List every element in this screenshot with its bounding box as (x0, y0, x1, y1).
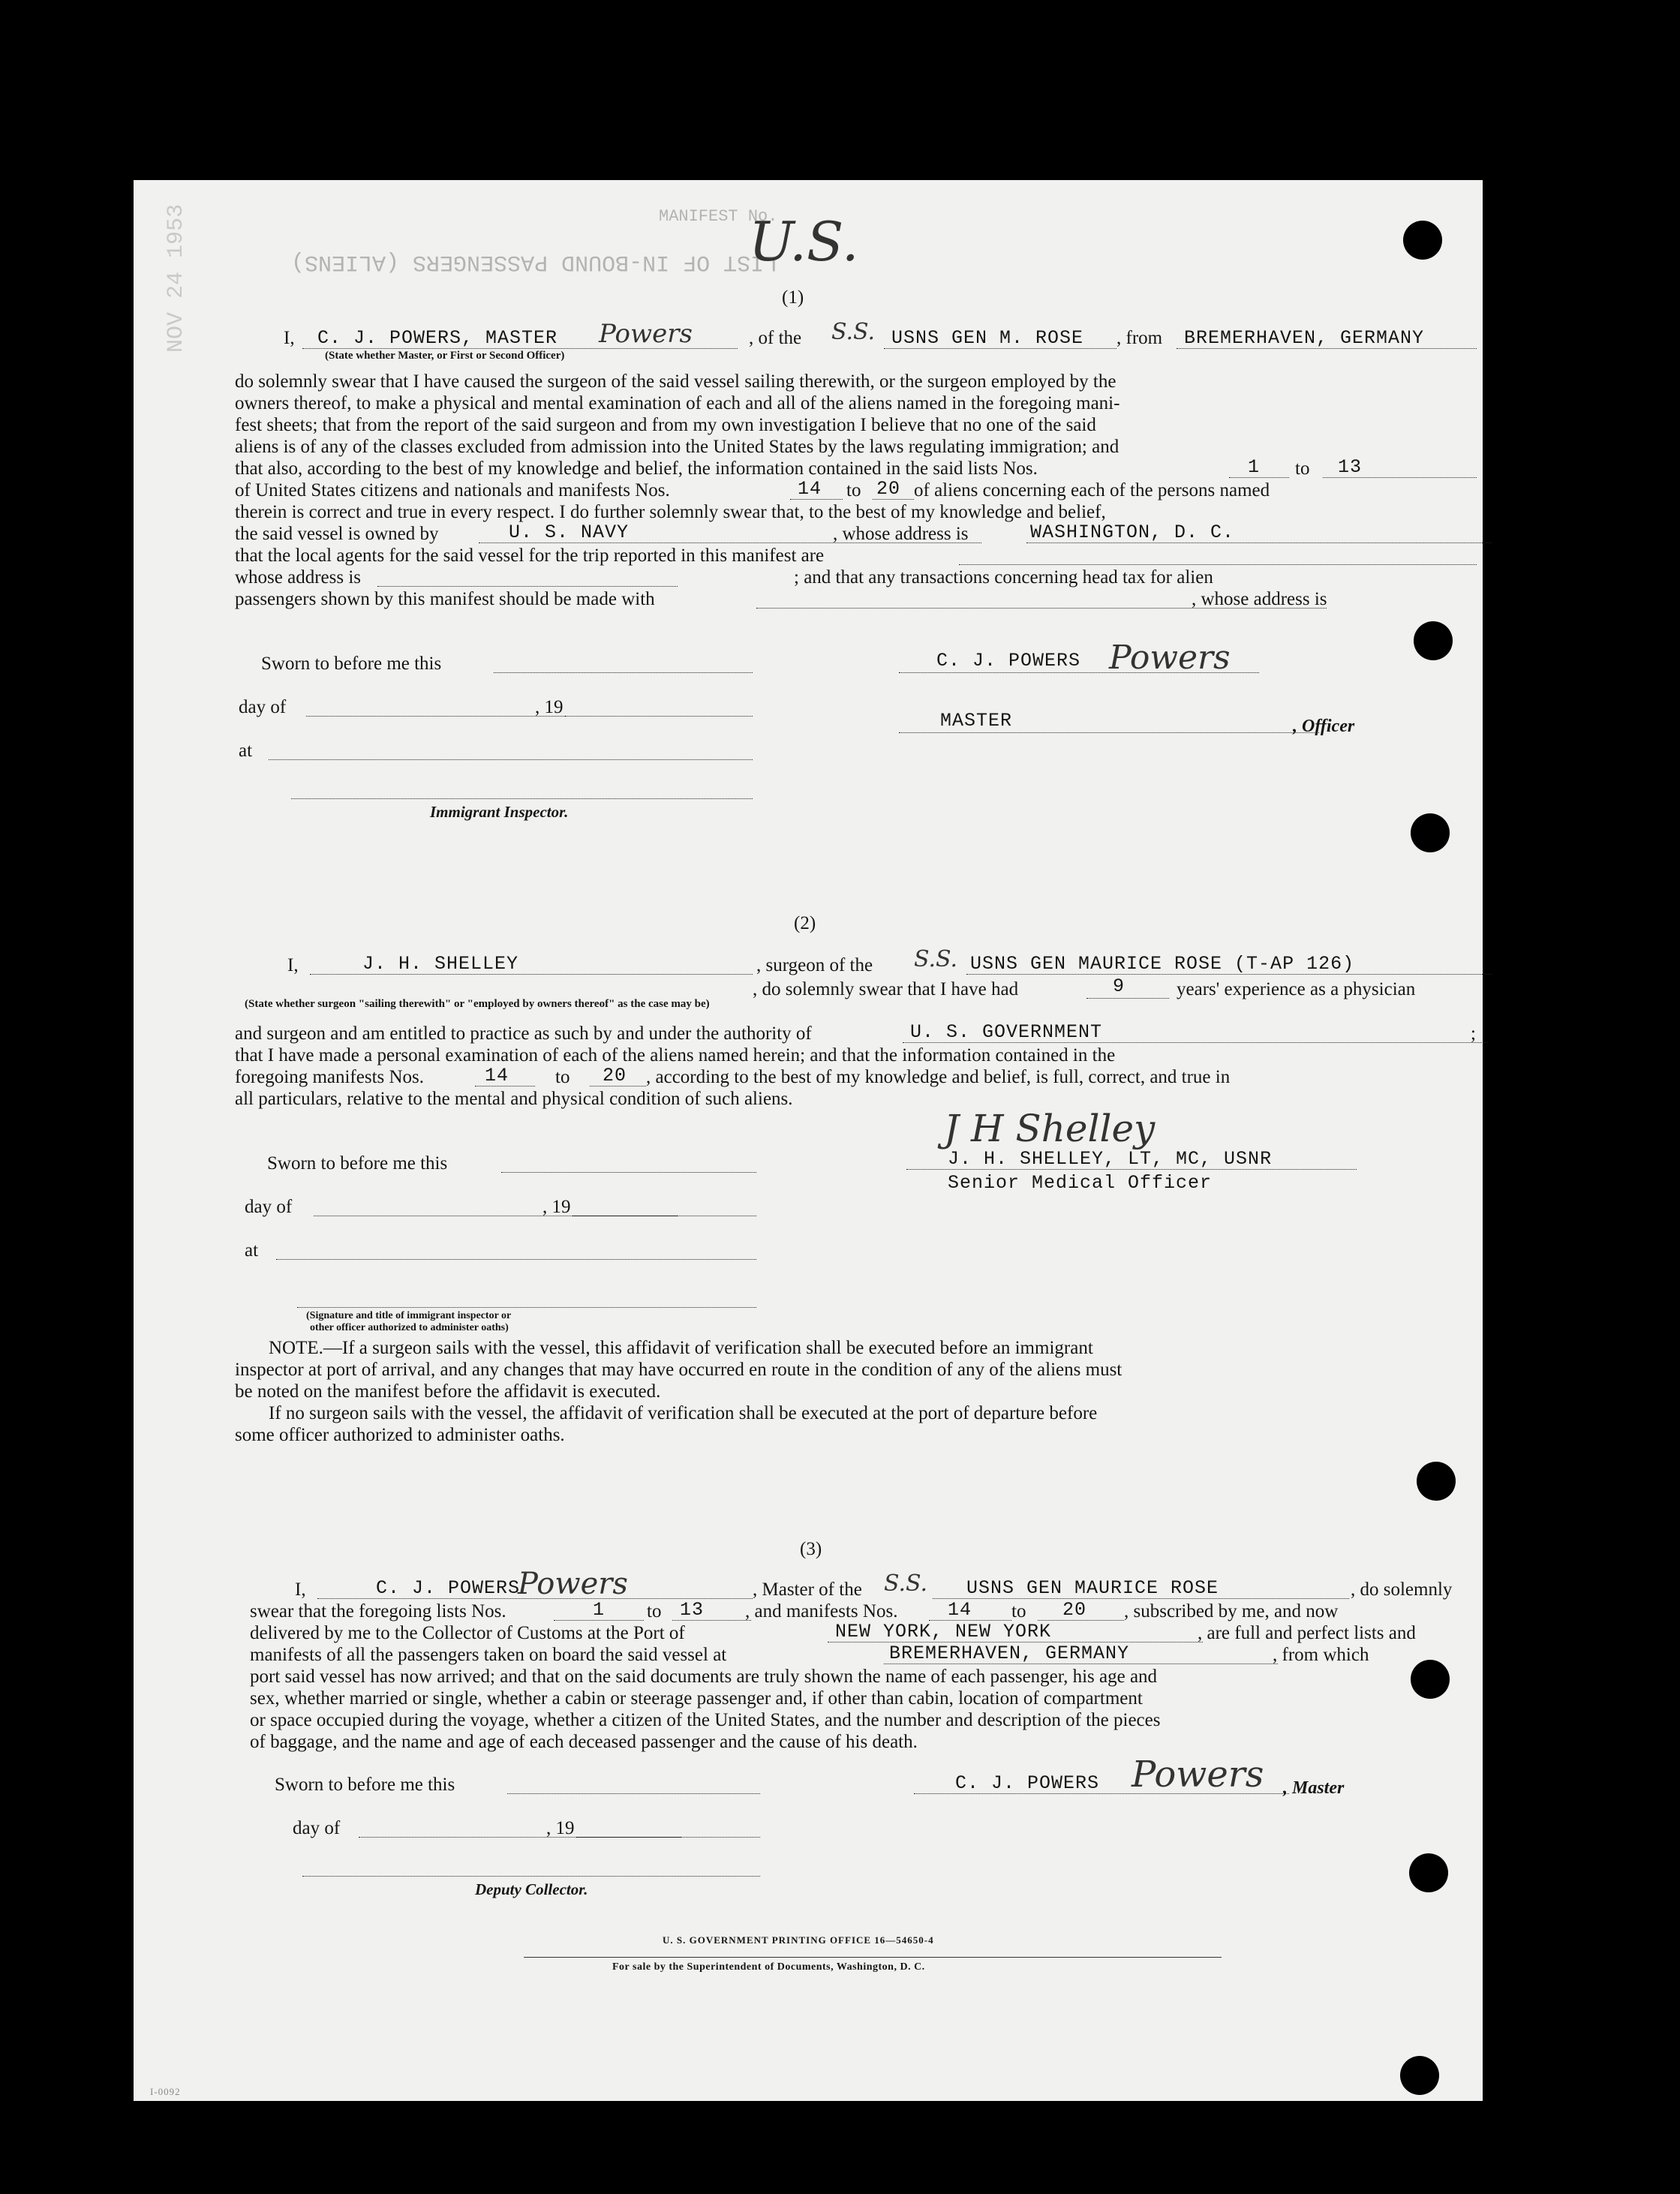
s3-para-line4: port said vessel has now arrived; and that on the said documents are truly shown the name of each passenger, his age and (250, 1667, 1158, 1687)
s3-deputy-line (302, 1876, 760, 1877)
s3-para-line6: or space occupied during the voyage, whether a citizen of the United States, and the number and description of the pieces (250, 1710, 1161, 1730)
s2-sig-note2: other officer authorized to administer oaths) (310, 1322, 509, 1333)
section3-number: (3) (800, 1539, 822, 1559)
s1-para-line8a: the said vessel is owned by (235, 524, 439, 544)
s3-para-line7: of baggage, and the name and age of each deceased passenger and the cause of his death. (250, 1732, 918, 1752)
s2-surgeon-name: J. H. SHELLEY (362, 953, 519, 975)
s3-master-name: C. J. POWERS (376, 1577, 521, 1599)
binder-hole-6 (1409, 1853, 1448, 1892)
binder-hole-1 (1403, 221, 1442, 260)
s1-at-line (269, 759, 753, 760)
s3-solemnly: , do solemnly (1351, 1579, 1453, 1600)
s1-vessel: USNS GEN M. ROSE (891, 327, 1084, 349)
s1-manifests-to: 20 (876, 478, 901, 500)
s2-years: 9 (1113, 975, 1126, 997)
s3-port-from: BREMERHAVEN, GERMANY (889, 1642, 1130, 1664)
faint-stamp-list: LIST OF IN-BOUND PASSENGERS (ALIENS) (291, 249, 778, 275)
s1-master-name: C. J. POWERS, MASTER (317, 327, 558, 349)
s2-authority: U. S. GOVERNMENT (910, 1021, 1103, 1043)
s1-para-line3: fest sheets; that from the report of the said surgeon and from my own investigation I believe that no one of the said (235, 415, 1096, 435)
s1-agents-line (959, 564, 1477, 565)
s1-para-line9: that the local agents for the said vessel for the trip reported in this manifest are (235, 545, 825, 566)
s2-manifests-from: 14 (485, 1065, 509, 1086)
s2-note-text1: —If a surgeon sails with the vessel, this affidavit of verification shall be executed before an immigrant (323, 1338, 1093, 1358)
s3-sworn-label: Sworn to before me this (275, 1775, 455, 1795)
s1-signer: C. J. POWERS (936, 650, 1081, 672)
s3-para-line1b: , and manifests Nos. (745, 1601, 898, 1621)
s2-surgeon-of-label: , surgeon of the (756, 955, 873, 975)
s2-day-of-label: day of (245, 1197, 293, 1217)
s2-semicolon: ; (1471, 1023, 1476, 1044)
s3-para-line2a: delivered by me to the Collector of Customs at the Port of (250, 1623, 685, 1643)
s1-to-label-2: to (846, 480, 861, 500)
s3-para-line3a: manifests of all the passengers taken on board the said vessel at (250, 1645, 727, 1665)
s1-at-label: at (239, 741, 253, 761)
s2-at-line (276, 1259, 756, 1260)
s3-i-label: I, (295, 1579, 306, 1600)
s1-of-the-label: , of the (749, 328, 802, 348)
s1-para-line11b: , whose address is (1192, 589, 1327, 609)
s1-para-line1: do solemnly swear that I have caused the surgeon of the said vessel sailing therewith, or the surgeon employed by the (235, 371, 1116, 392)
s3-day-of-label: day of (293, 1818, 341, 1838)
s3-vessel: USNS GEN MAURICE ROSE (966, 1577, 1219, 1599)
s1-title: MASTER (940, 710, 1013, 732)
binder-hole-2 (1414, 621, 1453, 660)
form-number: I-0092 (150, 2086, 181, 2097)
s1-manifests-from: 14 (798, 478, 822, 500)
s3-signer: C. J. POWERS (955, 1772, 1100, 1794)
s2-note-line1 (269, 1337, 1093, 1360)
s3-to-label-2: to (1011, 1601, 1026, 1621)
s2-para-line2: that I have made a personal examination of each of the aliens named herein; and that the information contained in the (235, 1045, 1116, 1065)
s3-master-label: , Master (1283, 1778, 1345, 1798)
for-sale-notice: For sale by the Superintendent of Documents, Washington, D. C. (612, 1961, 925, 1973)
s2-note-line2: inspector at port of arrival, and any changes that may have occurred en route in the condition of any of the aliens must (235, 1360, 1123, 1380)
s1-owner: U. S. NAVY (509, 521, 630, 543)
s2-sworn-label: Sworn to before me this (267, 1153, 448, 1174)
s1-para-line8b: , whose address is (833, 524, 969, 544)
s2-at-label: at (245, 1240, 259, 1261)
s1-lists-from: 1 (1248, 456, 1261, 478)
s3-to-label: to (647, 1601, 662, 1621)
s3-port: NEW YORK, NEW YORK (835, 1621, 1052, 1642)
s2-officer-line (297, 1307, 756, 1308)
s2-to-label: to (555, 1067, 570, 1087)
s3-signature-inline: Powers (518, 1567, 628, 1601)
section2-number: (2) (794, 913, 816, 933)
s1-to-label: to (1295, 458, 1310, 479)
s2-note-line5: some officer authorized to administer oaths. (235, 1425, 565, 1445)
s2-signer: J. H. SHELLEY, LT, MC, USNR (948, 1148, 1273, 1170)
printing-office-imprint: U. S. GOVERNMENT PRINTING OFFICE 16—54650-4 (663, 1934, 934, 1946)
s3-lists-to: 13 (680, 1599, 705, 1621)
footer-rule (524, 1957, 1222, 1958)
s3-year-line (576, 1837, 760, 1838)
s3-para-line5: sex, whether married or single, whether a cabin or steerage passenger and, if other than cabin, location of compartment (250, 1688, 1143, 1709)
s1-title-line (899, 732, 1319, 733)
s2-i-label: I, (287, 955, 299, 975)
s1-para-line6b: of aliens concerning each of the persons named (914, 480, 1270, 500)
s2-para-line1a: and surgeon and am entitled to practice as such by and under the authority of (235, 1023, 812, 1044)
s1-para-line10b: ; and that any transactions concerning head tax for alien (794, 567, 1213, 588)
s1-para-line11a: passengers shown by this manifest should be made with (235, 589, 655, 609)
s1-sworn-label: Sworn to before me this (261, 654, 442, 674)
s2-state-note: (State whether surgeon "sailing therewith" or "employed by owners thereof" as the case may be) (245, 998, 710, 1010)
s2-note-line3: be noted on the manifest before the affidavit is executed. (235, 1381, 661, 1402)
s2-vessel: USNS GEN MAURICE ROSE (T-AP 126) (970, 953, 1355, 975)
s3-year-label: , 19 (546, 1818, 575, 1838)
s1-sworn-line (494, 672, 753, 673)
s1-para-line10a: whose address is (235, 567, 362, 588)
s3-manifests-to: 20 (1062, 1599, 1087, 1621)
s1-state-note: (State whether Master, or First or Second Officer) (325, 350, 565, 362)
s1-officer-label: , Officer (1293, 717, 1355, 736)
s2-para-line4: all particulars, relative to the mental and physical condition of such aliens. (235, 1089, 793, 1109)
s1-agents-address-line (377, 586, 678, 587)
s3-ss-mark: S.S. (884, 1570, 928, 1597)
binder-hole-3 (1411, 813, 1450, 852)
s2-years-line (1086, 998, 1169, 999)
top-handwritten-mark: U.S. (749, 210, 859, 273)
s1-signature: Powers (1109, 639, 1231, 677)
s3-sworn-line (507, 1793, 760, 1794)
s3-para-line2b: , are full and perfect lists and (1198, 1623, 1416, 1643)
s1-para-line4: aliens is of any of the classes excluded from admission into the United States by the laws regulating immigration; and (235, 437, 1119, 457)
s2-signer-title: Senior Medical Officer (948, 1172, 1213, 1194)
section1-number: (1) (782, 287, 804, 308)
s2-signature: J H Shelley (944, 1107, 1156, 1150)
s3-master-of: , Master of the (753, 1579, 862, 1600)
s2-note-line4: If no surgeon sails with the vessel, the affidavit of verification shall be executed at the port of departure before (269, 1403, 1098, 1423)
s2-year-label: , 19 (542, 1197, 571, 1217)
s1-from-label: , from (1116, 328, 1163, 348)
s1-owner-address: WASHINGTON, D. C. (1030, 521, 1235, 543)
s2-manifests-to: 20 (603, 1065, 627, 1086)
s1-para-line5: that also, according to the best of my knowledge and belief, the information contained in the said lists Nos. (235, 458, 1038, 479)
s2-para-line3b: , according to the best of my knowledge and belief, is full, correct, and true in (646, 1067, 1231, 1087)
s1-year-line (565, 716, 753, 717)
s1-day-of-label: day of (239, 697, 287, 717)
s2-para-line3a: foregoing manifests Nos. (235, 1067, 425, 1087)
s2-sworn-line (501, 1172, 756, 1173)
s2-note-label: NOTE. (269, 1338, 323, 1358)
s1-inspector-line (291, 798, 753, 799)
s2-sworn-had: , do solemnly swear that I have had (753, 979, 1019, 999)
s1-i-label: I, (284, 328, 295, 348)
s1-ss-mark: S.S. (831, 319, 876, 345)
faint-stamp-manifest: MANIFEST No. (659, 207, 778, 226)
manifest-page (134, 180, 1483, 2101)
s2-experience: years' experience as a physician (1177, 979, 1416, 999)
s3-para-line1a: swear that the foregoing lists Nos. (250, 1601, 506, 1621)
s2-ss-mark: S.S. (914, 946, 958, 972)
s1-port-from: BREMERHAVEN, GERMANY (1184, 327, 1425, 349)
s1-master-initial-signature: Powers (599, 319, 693, 349)
s1-lists-to: 13 (1338, 456, 1363, 478)
faint-stamp-date: NOV 24 1953 (164, 203, 189, 353)
s3-signature: Powers (1132, 1754, 1264, 1796)
s3-lists-from: 1 (593, 1599, 606, 1621)
s3-deputy-label: Deputy Collector. (475, 1880, 588, 1898)
s1-para-line2: owners thereof, to make a physical and mental examination of each and all of the aliens named in the foregoing mani- (235, 393, 1120, 413)
s1-para-line6a: of United States citizens and nationals and manifests Nos. (235, 480, 670, 500)
s1-para-line7: therein is correct and true in every respect. I do further solemnly swear that, to the best of my knowledge and belief, (235, 502, 1106, 522)
s3-para-line3b: , from which (1273, 1645, 1369, 1665)
s1-inspector-label: Immigrant Inspector. (430, 803, 569, 821)
s2-sig-note1: (Signature and title of immigrant inspector or (306, 1310, 512, 1321)
s1-year-label: , 19 (535, 697, 564, 717)
s3-para-line1c: , subscribed by me, and now (1124, 1601, 1339, 1621)
binder-hole-7 (1400, 2056, 1439, 2095)
s3-manifests-from: 14 (948, 1599, 972, 1621)
